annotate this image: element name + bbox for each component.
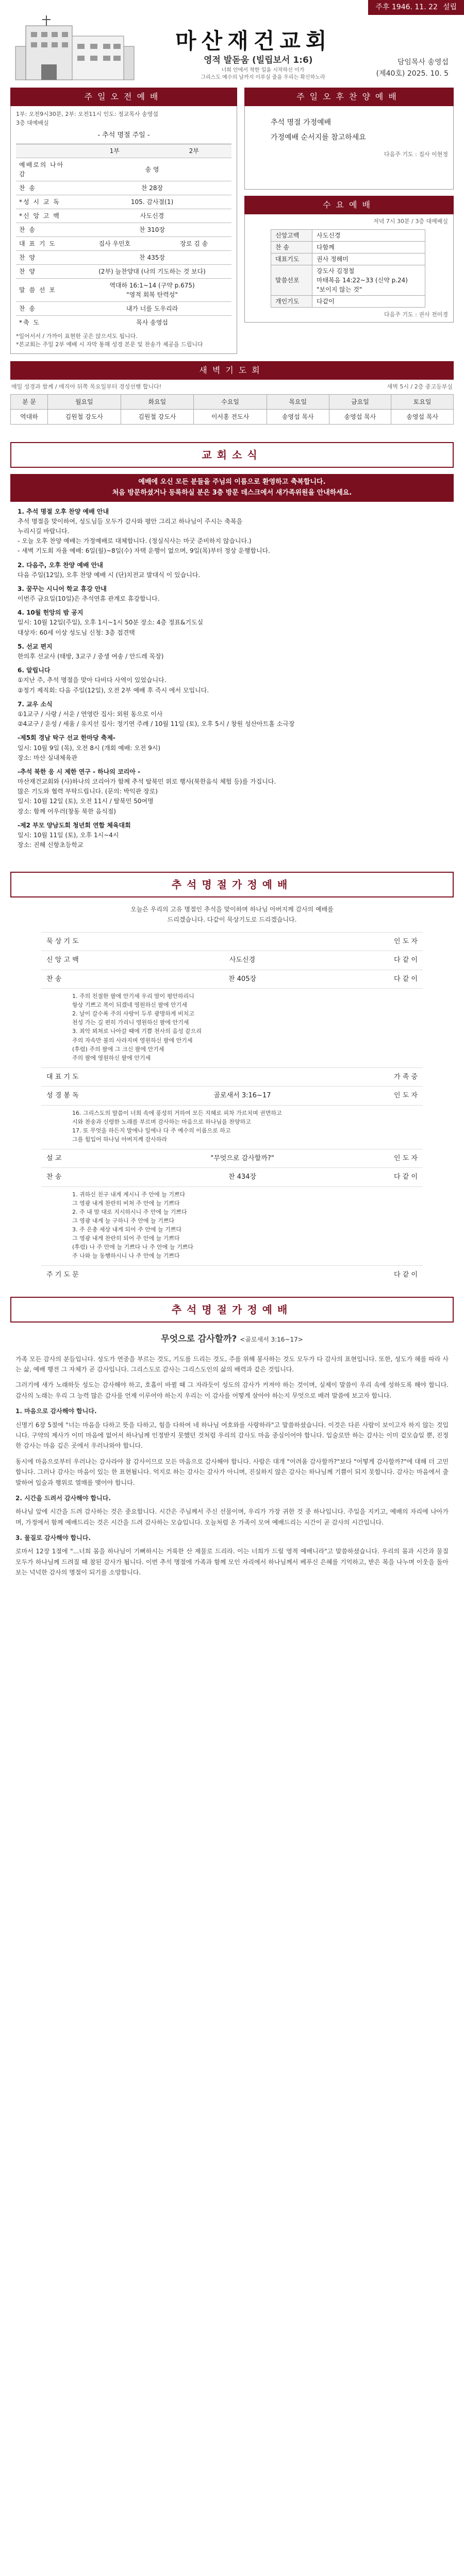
liturgy-row	[41, 951, 423, 970]
dawn-header: 금요일	[329, 395, 391, 410]
news-item-detail: ①1교구 / 사랑 / 서운 / 연영란 집사: 외원 동으로 이사 ②4교구 / 운성 / 세움 / 유지선 집사: 정기연 주례 / 10월 11일 (토), 오후 5시 / 창원 성산아트홀 소극장	[18, 710, 295, 728]
order-value: (2부) 늘찬양대 (나의 기도하는 것 보다)	[73, 264, 231, 278]
afternoon-line: 가정예배 순서지를 참고하세요	[271, 133, 366, 142]
afternoon-worship-box	[244, 106, 454, 190]
order-value-1: 집사 우민호	[73, 236, 157, 250]
afternoon-note: 다음주 기도 : 집사 이현정	[384, 151, 448, 158]
table-row	[16, 236, 231, 250]
sermon-paragraph: 로마서 12장 1절에 "...너희 몸을 하나님이 기뻐하시는 거룩한 산 제물로 드리라. 이는 너희가 드릴 영적 예배니라"고 말씀하셨습니다. 우리의 몸과 시간과 물질 모두가 하나님께 드려질 때 참된 감사가 됩니다. 이번 추석 명절에 가족과 함께 모인 자리에서 하나님께서 베푸신 은혜를 기억하고, 받은 복을 나누며 이웃을 돌아보는 넉넉한 감사의 명절이 되기를 소망합니다.	[15, 1548, 449, 1577]
order-value: 송 영	[73, 158, 231, 181]
wed-label: 개인기도	[271, 295, 312, 307]
table-row	[16, 250, 231, 264]
news-item-title: -제2 부모 양남도회 청년회 연합 체육대회	[18, 821, 131, 829]
news-title: 교회소식	[10, 442, 454, 468]
dawn-header: 분 문	[11, 395, 48, 410]
order-value-2: 장로 김 송	[157, 236, 231, 250]
wed-label: 대표기도	[271, 253, 312, 265]
news-item	[18, 584, 446, 604]
column-header: 2부	[157, 144, 231, 158]
sermon-point: 3. 물질로 감사해야 합니다.	[15, 1534, 91, 1542]
order-heading: - 추석 명절 주일 -	[97, 131, 150, 139]
church-theme: 영적 발돋움 (빌립보서 1:6)	[204, 55, 313, 65]
liturgy-item: 대 표 기 도	[46, 1073, 79, 1081]
liturgy-leader: 다 같 이	[394, 975, 418, 983]
wed-value: 다함께	[312, 241, 425, 253]
news-item-detail: 이번주 금요일(10일)은 추석연휴 관계로 휴강합니다.	[18, 595, 160, 603]
sermon-point: 2. 시간을 드려서 감사해야 합니다.	[15, 1494, 111, 1502]
morning-worship-title: 주일오전예배	[10, 88, 237, 106]
news-item-detail: 마산재건교회와 (사)하나의 코리아가 함께 추석 탈북민 위로 행사(북한음식 체험 등)를 가집니다. 많은 기도와 협력 부탁드립니다. (문의: 박익관 장로) 일시: 10월 12일 (토), 오전 11시 / 탈북민 50여명 장소: 함께 어우러(창동 북한 음식점)	[18, 778, 276, 815]
order-label: 찬 양	[16, 250, 73, 264]
founded-tag: 설립	[442, 3, 457, 11]
liturgy-row	[41, 1265, 423, 1284]
news-item	[18, 666, 446, 696]
order-value: 목사 송영섭	[73, 315, 231, 329]
sermon-point: 1. 마음으로 감사해야 합니다.	[15, 1408, 97, 1415]
liturgy-leader: 다 같 이	[394, 1173, 418, 1181]
liturgy-title: 추석명절가정예배	[10, 872, 454, 897]
table-row	[271, 295, 425, 307]
dawn-leader: 이서홍 전도사	[194, 410, 267, 425]
liturgy-row	[41, 1149, 423, 1168]
dawn-header: 월요일	[47, 395, 121, 410]
dawn-header: 목요일	[267, 395, 329, 410]
church-name: 마산재건교회	[175, 28, 332, 54]
table-row	[16, 195, 231, 209]
news-item-title: 5. 선교 편지	[18, 642, 53, 650]
table-row	[16, 144, 231, 158]
dawn-header: 토요일	[391, 395, 454, 410]
order-label: 말 씀 선 포	[16, 278, 73, 301]
liturgy-leader: 인 도 자	[394, 1092, 418, 1100]
table-row	[271, 265, 425, 295]
table-row	[16, 181, 231, 195]
liturgy-row	[41, 1167, 423, 1187]
table-row	[16, 264, 231, 278]
news-item-title: -추석 북한 응 시 제한 연구 - 하나의 코리아 -	[18, 768, 141, 775]
liturgy-row	[41, 1086, 423, 1105]
news-item-detail: 한의후 선교사 (태방, 3교구 / 중생 여송 / 안드레 목장)	[18, 653, 164, 660]
order-label: 찬 송	[16, 181, 73, 195]
news-item-title: 1. 추석 명절 오후 찬양 예배 안내	[18, 507, 109, 515]
order-value: 찬 310장	[73, 223, 231, 236]
order-label: 찬 양	[16, 264, 73, 278]
table-row	[16, 315, 231, 329]
pastor-info	[376, 57, 449, 80]
afternoon-line: 추석 명절 가정예배	[271, 118, 332, 127]
liturgy-content: 사도신경	[229, 956, 256, 964]
table-row	[16, 278, 231, 301]
dawn-header: 수요일	[194, 395, 267, 410]
dawn-leader: 김원철 강도사	[121, 410, 194, 425]
dawn-leader: 송영섭 목사	[391, 410, 454, 425]
order-label: *축 도	[16, 315, 73, 329]
sermon-paragraph: 신명기 6장 5절에 "너는 마음을 다하고 뜻을 다하고, 힘을 다하여 네 하나님 여호와를 사랑하라"고 말씀하셨습니다. 이것은 다른 사람이 보이고자 하지 않는 것입니다. 구약의 제사가 이미 마음에 없어서 하나님께 인정받지 못했던 것처럼 우리의 감사도 마음 중심이어야 합니다. 입술로만 하는 감사는 이미 겉모습일 뿐, 진정한 감사는 마음 깊은 곳에서 우러나와야 합니다.	[15, 1421, 449, 1450]
news-item-title: 4. 10월 헌앙의 밤 공지	[18, 609, 84, 617]
liturgy-item: 신 앙 고 백	[46, 956, 79, 964]
dawn-right-note: 새벽 5시 / 2층 중고등부실	[387, 383, 453, 390]
order-value: 사도신경	[73, 209, 231, 223]
news-item-detail: 다음 주일(12일), 오후 찬양 예배 시 (단)치전교 발대식 이 있습니다.	[18, 571, 201, 579]
sermon-paragraph: 가족 모든 감사의 분들입니다. 성도가 연중을 부르는 것도, 기도를 드리는 것도, 주를 위해 봉사하는 것도 모두가 다 감사의 표현입니다. 또한, 성도가 헤를 따라 사는 삶, 예배 행전 그 자체가 곧 감사입니다. 그리스도로 감사는 그리스도인의 삶의 배력과 같은 것입니다.	[15, 1355, 449, 1373]
liturgy-content: 찬 405장	[228, 975, 257, 983]
dawn-prayer-title: 새벽기도회	[10, 361, 454, 380]
column-header: 1부	[73, 144, 157, 158]
liturgy-item: 성 경 봉 독	[46, 1092, 79, 1100]
news-item-detail: 추석 명절을 맞이하여, 성도님들 모두가 감사와 평안 그리고 하나님이 주시는 축복을 누리시길 바랍니다. - 오늘 오후 찬양 예배는 가정예배로 대체합니다. (정실식사는 마굿 준비하지 않습니다.) - 새벽 기도회 자율 예배: 6일(월)~8일(수) 자택 운행이 없으며, 9일(목)부터 정상 운행합니다.	[18, 517, 270, 555]
liturgy-item: 묵 상 기 도	[46, 937, 79, 945]
liturgy-item: 설 교	[46, 1154, 62, 1162]
founded-date: 주후 1946. 11. 22	[375, 3, 438, 11]
liturgy-leader: 다 같 이	[394, 956, 418, 964]
liturgy-row	[41, 932, 423, 951]
news-item	[18, 507, 446, 556]
wednesday-note: 다음주 기도 : 권사 전미경	[384, 311, 448, 318]
sermon-paragraph: 동시에 마음으로부터 우러나는 감사라야 참 감사이므로 모든 마음으로 감사해야 합니다. 사람은 대개 "어려움 감사할까?"보다 "어떻게 감사할까?"에 대해 더 고민합니다. 그러나 감사는 마음이 있는 한 표현됩니다. 억지로 하는 감사는 감사가 아니며, 진실하지 않은 감사는 하나님께 기쁨이 되지 못합니다. 감사는 마음에서 출발하여 입술과 행위로 열매를 맺어야 합니다.	[15, 1458, 449, 1486]
sermon-paragraph: 하나님 앞에 시간을 드려 감사하는 것은 중요합니다. 시간은 주님께서 주신 선물이며, 우리가 가장 귀한 것 중 하나입니다. 주일을 지키고, 예배의 자리에 나아가며, 가정에서 함께 예배드리는 것은 시간을 드려 감사하는 모습입니다. 오늘처럼 온 가족이 모여 예배드리는 시간이 곧 감사의 시간입니다.	[15, 1508, 449, 1526]
liturgy-content: 찬 434장	[228, 1173, 257, 1181]
sermon-paragraph: 그러기에 새가 노래하듯 성도는 감사해야 하고, 호흡이 바뀔 때 그 자라듯이 성도의 감사가 커져야 하는 것이며, 실제이 말씀이 우리 속에 성하도록 해야 합니다. 감사의 노래는 우리 그 능력 많은 감사를 언제 이루어야 하는지 우리는 이 감사를 어떻게 살아야 하는지 무엇으로 배려 말씀에 보고자 합니다.	[15, 1381, 449, 1399]
liturgy-item: 주 기 도 문	[46, 1271, 79, 1279]
worship-columns	[0, 88, 464, 354]
issue-number: (제40호) 2025. 10. 5	[376, 70, 449, 78]
order-label: 대 표 기 도	[16, 236, 73, 250]
welcome-banner: 예배에 오신 모든 분들을 주님의 이름으로 환영하고 축복합니다. 처음 방문하셨거나 등록하실 분은 3층 방문 데스크에서 새가족위원을 안내하세요.	[10, 474, 454, 502]
scripture-text: 16. 그리스도의 말씀이 너희 속에 풍성히 거하여 모든 지혜로 피차 가르치며 권면하고 시와 찬송과 신령한 노래를 부르며 감사하는 마음으로 하나님을 찬양하고 17. 또 무엇을 하든지 말에나 일에나 다 주 예수의 이름으로 하고 그를 힘입어 하나님 아버지께 감사하라	[41, 1105, 423, 1149]
liturgy	[41, 905, 423, 1284]
wed-value: 강도사 김정철 마태복음 14:22~33 (신약 p.24) "보이지 않는 것"	[312, 265, 425, 295]
wed-label: 찬 송	[271, 241, 312, 253]
hymn-lyrics: 1. 주의 친절한 팔에 안기세 우리 맘이 평안하리니 항상 기쁘고 복이 되겠네 영원하신 팔에 안기세 2. 날이 갈수록 주의 사랑이 두루 광명하게 비치고 천성 가는 길 편히 가리니 영원하신 팔에 안기세 3. 죄악 뵈쳐로 나아갈 때에 기쁨 천사의 음성 같으리 주의 자속만 불의 사라지며 영원하신 팔에 안기세 (후렴) 주의 팔에 그 크신 팔에 안기세 주의 팔에 영원하신 팔에 안기세	[41, 988, 423, 1067]
news-item-detail: 일시: 10월 9일 (목), 오전 8시 (개회 예배: 오전 9시) 장소: 마산 실내체육관	[18, 744, 161, 761]
order-value: 찬 28장	[73, 181, 231, 195]
order-label: 예배로의 나아감	[16, 158, 73, 181]
dawn-prayer	[10, 361, 454, 425]
order-label: 찬 송	[16, 223, 73, 236]
order-label: *성 시 교 독	[16, 195, 73, 209]
wed-label: 말씀선포	[271, 265, 312, 295]
dawn-leader: 송영섭 목사	[329, 410, 391, 425]
church-news	[10, 442, 454, 859]
morning-note: 1부: 오전9시30분, 2부: 오전11시 인도: 정교목사 송영섭 3층 대예배실	[16, 111, 158, 126]
worship-order-table	[16, 144, 231, 329]
order-value: 105. 감사절(1)	[73, 195, 231, 209]
news-item-title: 7. 교우 소식	[18, 700, 53, 708]
morning-worship-box	[10, 106, 237, 354]
church-motto: 너희 안에서 착한 일을 시작하신 이가 그리스도 예수의 날까지 이루실 줄을 우리는 확신하노라	[201, 67, 325, 80]
pastor-name: 담임목사 송영섭	[397, 58, 449, 66]
table-row	[271, 241, 425, 253]
founded-badge	[368, 0, 464, 15]
table-row	[16, 158, 231, 181]
sermon-reference: <골로새서 3:16~17>	[240, 1335, 303, 1343]
table-row	[271, 253, 425, 265]
liturgy-item: 찬 송	[46, 975, 62, 983]
liturgy-content: 골로새서 3:16~17	[213, 1092, 271, 1100]
news-item	[18, 821, 446, 851]
order-value: 찬 435장	[73, 250, 231, 264]
sermon-section-title: 추석명절가정예배	[10, 1297, 454, 1323]
news-item	[18, 733, 446, 763]
news-item	[18, 561, 446, 580]
dawn-sub	[10, 380, 454, 395]
table-row	[16, 301, 231, 315]
sermon	[15, 1332, 449, 1578]
order-label: *신 앙 고 백	[16, 209, 73, 223]
liturgy-leader: 인 도 자	[394, 1154, 418, 1162]
order-value: 역대하 16:1~14 (구약 p.675) "영적 회복 탄력성"	[73, 278, 231, 301]
wed-label: 신앙고백	[271, 229, 312, 241]
news-item	[18, 767, 446, 817]
afternoon-worship-title: 주일오후찬양예배	[244, 88, 454, 106]
order-label: 찬 송	[16, 301, 73, 315]
table-row	[16, 209, 231, 223]
news-item	[18, 700, 446, 730]
liturgy-row	[41, 970, 423, 989]
news-item	[18, 608, 446, 638]
news-item-detail: 일시: 10월 12일(주일), 오후 1시~1시 50분 장소: 4층 정표&기도실 대상자: 60세 이상 성도님 신청: 3층 접견택	[18, 619, 204, 636]
table-row	[11, 410, 454, 425]
liturgy-item: 찬 송	[46, 1173, 62, 1181]
sermon-heading	[15, 1332, 449, 1347]
news-list	[10, 502, 454, 860]
dawn-leader: 김원철 강도사	[47, 410, 121, 425]
church-building-icon	[10, 15, 139, 82]
liturgy-intro: 오늘은 우리의 고유 명절인 추석을 맞이하며 하나님 아버지께 감사의 예배를 드리겠습니다. 다같이 묵상기도로 드리겠습니다.	[130, 906, 334, 923]
news-item	[18, 642, 446, 662]
wednesday-worship-box	[244, 214, 454, 323]
wednesday-sub: 저녁 7시 30분 / 3층 대예배실	[373, 218, 448, 225]
sermon-title: 무엇으로 감사할까?	[161, 1333, 237, 1344]
dawn-leader: 송영섭 목사	[267, 410, 329, 425]
dawn-left-note: 매일 성경과 함께 / 매직아 뒤쪽 목요일부터 경성선행 합니다!	[11, 383, 162, 390]
wed-value: 사도신경	[312, 229, 425, 241]
hymn-lyrics: 1. 귀하신 친구 내게 계시니 주 안에 늘 기쁘다 그 영광 내게 찬란히 비쳐 주 안에 늘 기쁘다 2. 주 내 맘 대로 지시하시니 주 안에 늘 기쁘다 그 영광 내게 늘 구하니 주 안에 늘 기쁘다 3. 주 은총 세상 내게 되어 주 안에 늘 기쁘다 그 영광 내게 찬란히 되어 주 안에 늘 기쁘다 (후렴) 나 주 안에 늘 기쁘다 나 주 안에 늘 기쁘다 주 나와 늘 동행하시니 나 주 안에 늘 기쁘다	[41, 1187, 423, 1265]
table-row	[11, 395, 454, 410]
wednesday-worship-title: 수요예배	[244, 196, 454, 214]
liturgy-leader: 가 족 중	[394, 1073, 418, 1081]
wednesday-order-table	[271, 229, 425, 308]
dawn-prayer-table	[10, 394, 454, 425]
right-column	[244, 88, 454, 354]
news-item-detail: 일시: 10월 11일 (토), 오후 1시~4시 장소: 진해 신항초등학교	[18, 832, 119, 849]
dawn-leader: 역대하	[11, 410, 48, 425]
morning-footnote: *일어서서 / 가까이 표현한 곳은 앉으셔도 됩니다. *본교회는 주일 2부 예배 시 자막 통해 성경 본문 및 찬송가 제공을 드립니다	[16, 332, 203, 348]
dawn-header: 화요일	[121, 395, 194, 410]
liturgy-leader: 인 도 자	[394, 937, 418, 945]
wed-value: 권사 정해미	[312, 253, 425, 265]
wed-value: 다같이	[312, 295, 425, 307]
news-item-title: 2. 다음주, 오후 찬양 예배 안내	[18, 561, 103, 569]
table-row	[16, 223, 231, 236]
liturgy-content: "무엇으로 감사할까?"	[210, 1154, 274, 1162]
morning-worship	[10, 88, 237, 354]
table-row	[271, 229, 425, 241]
news-item-detail: ①지난 주, 추석 명절을 맞아 다비다 사역이 있었습니다. ②정기 제직회: 다음 주일(12일), 오전 2부 예배 후 즉시 에서 모입니다.	[18, 676, 209, 694]
bulletin-header	[0, 0, 464, 88]
news-item-title: -제5회 경남 탁구 선교 한마당 축제-	[18, 734, 115, 742]
news-item-title: 6. 알립니다	[18, 667, 51, 674]
news-item-title: 3. 꿈꾸는 시니어 학교 휴강 안내	[18, 585, 107, 592]
liturgy-leader: 다 같 이	[394, 1271, 418, 1279]
liturgy-row	[41, 1067, 423, 1087]
order-value: 내가 너를 도우리라	[73, 301, 231, 315]
